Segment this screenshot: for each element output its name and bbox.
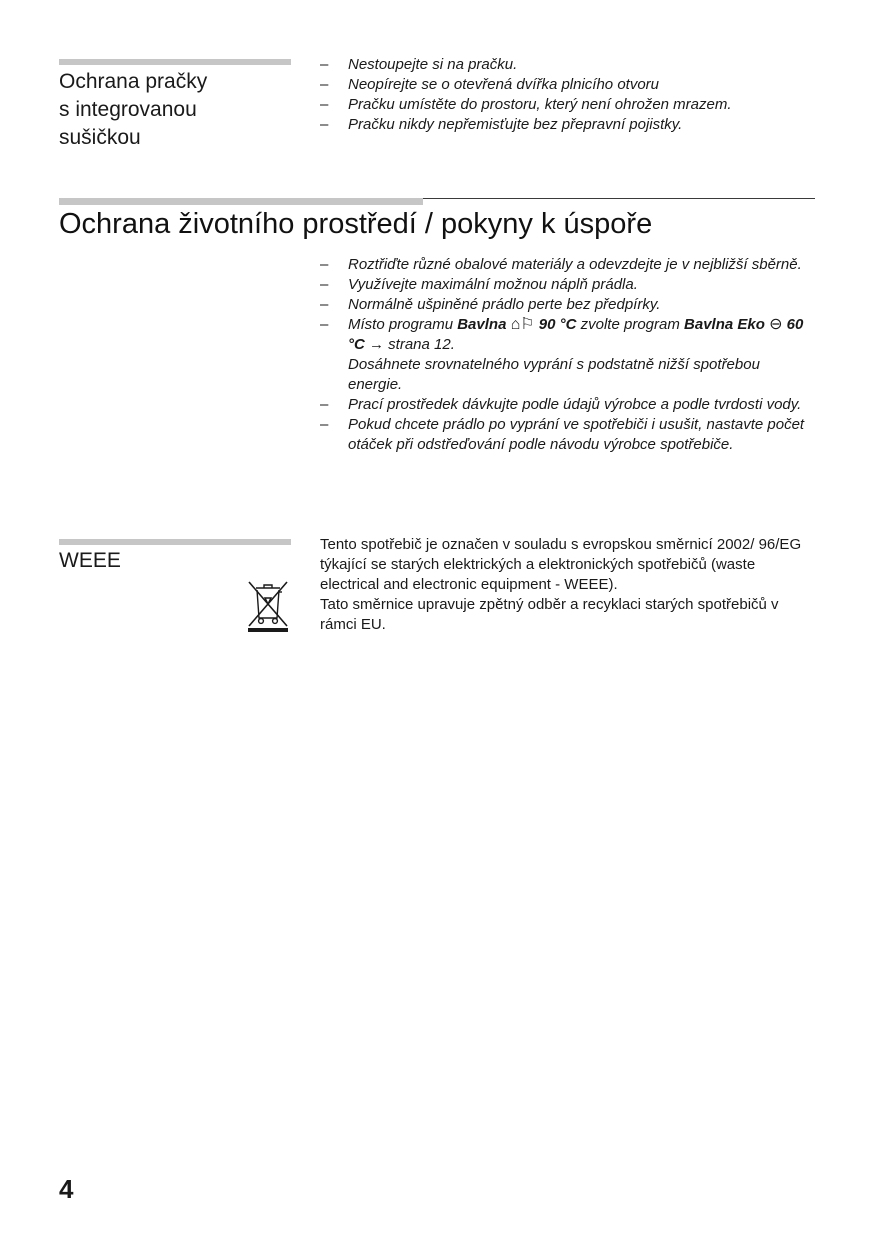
list-item: – Pračku umístěte do prostoru, který není ohrožen mrazem. [320,95,820,115]
heading-bar [59,198,423,205]
section-title-weee: WEEE [59,549,121,572]
list-item: – Prací prostředek dávkujte podle údajů výrobce a podle tvrdosti vody. [320,395,815,415]
cotton-program-icon: ⌂⚐ [510,316,535,333]
environment-list [320,255,815,455]
list-item: – Neopírejte se o otevřená dvířka plnicího otvoru [320,75,820,95]
program-name-cotton-eco: Bavlna Eko [684,316,765,333]
list-item: – Pračku nikdy nepřemisťujte bez přepravní pojistky. [320,115,820,135]
weee-description [320,535,815,635]
list-item-program-tip [320,315,815,395]
section-bar-weee [59,539,291,545]
tip-text: Místo programu [348,316,458,333]
protection-list [320,55,820,135]
crossed-out-wheelie-bin-icon [244,578,290,634]
section-title-protection: Ochrana pračky s integrovanou sušičkou [59,70,208,149]
list-item: – Roztřiďte různé obalové materiály a odevzdejte je v nejbližší sběrně. [320,255,815,275]
weee-directive-text: Tento spotřebič je označen v souladu s evropskou směrnicí 2002/ 96/EG týkající se starých elektrických a elektronických spotřebičů (waste electrical and electronic equipment - WEEE). [320,536,802,593]
page-reference: → strana 12. [364,336,455,353]
page-number: 4 [59,1174,74,1204]
temperature-60: 60 °C [348,316,804,353]
list-item: – Pokud chcete prádlo po vyprání ve spotřebiči i usušit, nastavte počet otáček při odstřeďování podle návodu výrobce spotřebiče. [320,415,815,455]
temperature-90: 90 °C [538,316,577,333]
list-item: – Normálně ušpiněné prádlo perte bez předpírky. [320,295,815,315]
tip-text: zvolte program [576,316,685,333]
eco-program-icon: ⊖ [769,316,783,333]
tip-result: Dosáhnete srovnatelného vyprání s podstatně nižší spotřebou energie. [348,356,760,393]
list-item: – Využívejte maximální možnou náplň prádla. [320,275,815,295]
weee-scope-text: Tato směrnice upravuje zpětný odběr a recyklaci starých spotřebičů v rámci EU. [320,596,779,633]
list-item: – Nestoupejte si na pračku. [320,55,820,75]
section-bar-protection [59,59,291,65]
program-name-cotton: Bavlna [457,316,507,333]
page-heading: Ochrana životního prostředí / pokyny k úspoře [59,208,653,240]
